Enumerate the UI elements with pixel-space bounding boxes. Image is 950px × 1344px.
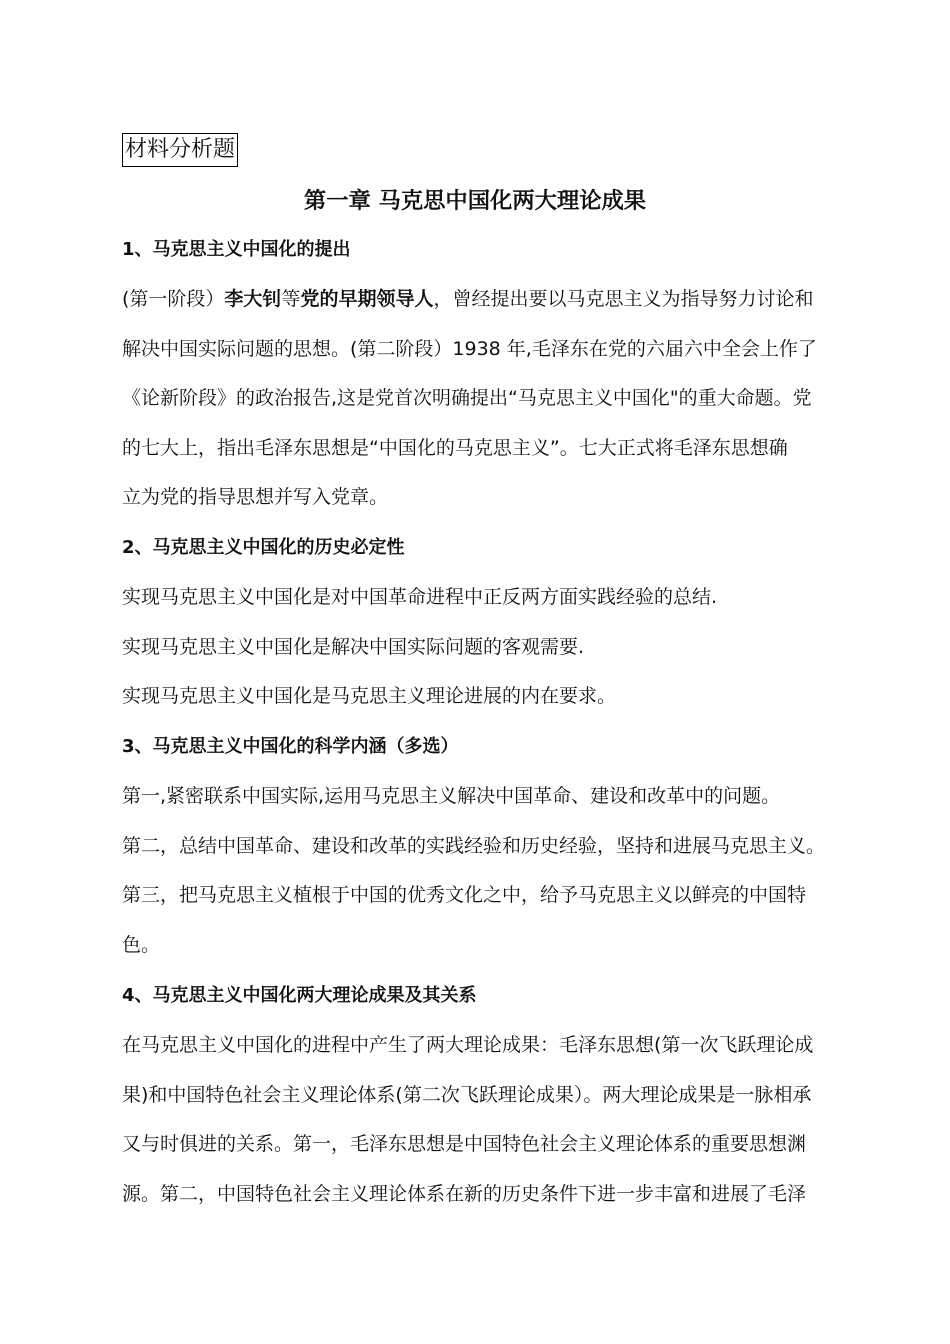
section-3-line-4: 色。 [122, 934, 161, 956]
section-2-line-2: 实现马克思主义中国化是解决中国实际问题的客观需要. [122, 636, 585, 658]
section-2-heading: 2、马克思主义中国化的历史必定性 [122, 537, 405, 558]
section-3-line-2: 第二，总结中国革命、建设和改革的实践经验和历史经验，坚持和进展马克思主义。 [122, 835, 826, 857]
section-1-line-1: (第一阶段）李大钊等党的早期领导人，曾经提出要以马克思主义为指导努力讨论和 [122, 288, 814, 310]
section-4-line-1: 在马克思主义中国化的进程中产生了两大理论成果：毛泽东思想(第一次飞跃理论成 [122, 1034, 814, 1056]
section-3-line-3: 第三，把马克思主义植根于中国的优秀文化之中，给予马克思主义以鲜亮的中国特 [122, 884, 807, 906]
section-1-heading: 1、马克思主义中国化的提出 [122, 239, 351, 260]
section-1-line-3: 《论新阶段》的政治报告,这是党首次明确提出“马克思主义中国化"的重大命题。党 [122, 387, 812, 409]
section-1-line-4: 的七大上，指出毛泽东思想是“中国化的马克思主义”。七大正式将毛泽东思想确 [122, 437, 788, 459]
section-1-line-2: 解决中国实际问题的思想。(第二阶段）1938 年,毛泽东在党的六届六中全会上作了 [122, 338, 817, 360]
section-4-line-2: 果)和中国特色社会主义理论体系(第二次飞跃理论成果）。两大理论成果是一脉相承 [122, 1084, 812, 1106]
section-3-heading: 3、马克思主义中国化的科学内涵（多选） [122, 736, 459, 757]
section-4-line-3: 又与时俱进的关系。第一，毛泽东思想是中国特色社会主义理论体系的重要思想渊 [122, 1133, 807, 1155]
section-1-line-5: 立为党的指导思想并写入党章。 [122, 486, 389, 508]
section-2-line-1: 实现马克思主义中国化是对中国革命进程中正反两方面实践经验的总结. [122, 586, 718, 608]
chapter-title: 第一章 马克思中国化两大理论成果 [303, 188, 647, 214]
section-4-line-4: 源。第二，中国特色社会主义理论体系在新的历史条件下进一步丰富和进展了毛泽 [122, 1183, 807, 1205]
section-2-line-3: 实现马克思主义中国化是马克思主义理论进展的内在要求。 [122, 685, 617, 707]
material-analysis-label: 材料分析题 [122, 133, 238, 167]
section-3-line-1: 第一,紧密联系中国实际,运用马克思主义解决中国革命、建设和改革中的问题。 [122, 785, 781, 807]
section-4-heading: 4、马克思主义中国化两大理论成果及其关系 [122, 985, 477, 1006]
